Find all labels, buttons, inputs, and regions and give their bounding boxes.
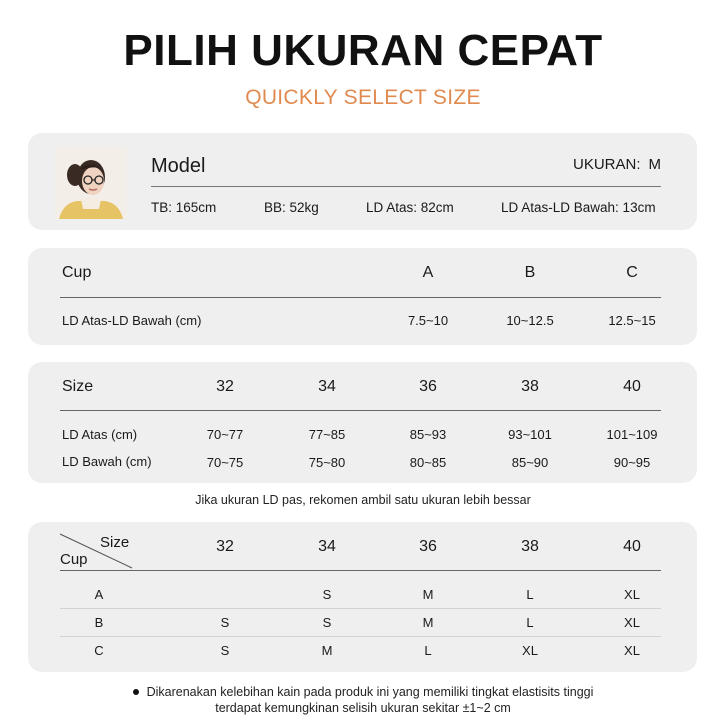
size-col-34: 34 bbox=[318, 378, 336, 395]
divider bbox=[60, 636, 661, 637]
rec-cell: S bbox=[220, 615, 230, 630]
cup-header: Cup bbox=[62, 264, 92, 281]
model-size-value: M bbox=[648, 156, 661, 173]
rec-cell: L bbox=[424, 643, 432, 658]
size-col-38: 38 bbox=[521, 378, 539, 395]
divider bbox=[60, 297, 661, 298]
footnote bbox=[0, 684, 726, 716]
size-cell: 85~90 bbox=[511, 455, 549, 470]
size-table bbox=[28, 362, 697, 483]
divider bbox=[60, 570, 661, 571]
corner-size-label: Size bbox=[100, 534, 130, 551]
size-cell: 70~77 bbox=[206, 427, 244, 442]
cup-value-a: 7.5~10 bbox=[407, 313, 449, 328]
cup-value-c: 12.5~15 bbox=[608, 313, 656, 328]
rec-col-36: 36 bbox=[419, 538, 437, 555]
cup-value-b: 10~12.5 bbox=[506, 313, 554, 328]
footnote-line-2: terdapat kemungkinan selisih ukuran sekitar ±1~2 cm bbox=[215, 701, 511, 715]
cup-col-c: C bbox=[626, 264, 638, 281]
rec-row-label: C bbox=[94, 643, 104, 658]
cup-table bbox=[28, 248, 697, 345]
footnote-line-1 bbox=[0, 684, 726, 700]
size-col-36: 36 bbox=[419, 378, 437, 395]
model-bust: LD Atas: 82cm bbox=[366, 200, 454, 215]
model-bust-diff: LD Atas-LD Bawah: 13cm bbox=[501, 200, 656, 215]
rec-cell: M bbox=[422, 615, 434, 630]
model-size bbox=[573, 156, 661, 173]
rec-row-label: A bbox=[94, 587, 104, 602]
model-height: TB: 165cm bbox=[151, 200, 217, 215]
footnote-text-1: Dikarenakan kelebihan kain pada produk ini yang memiliki tingkat elastisits tinggi bbox=[146, 685, 594, 699]
cup-col-a: A bbox=[422, 264, 434, 281]
model-photo bbox=[55, 147, 127, 219]
cup-row-label: LD Atas-LD Bawah (cm) bbox=[62, 313, 202, 328]
cup-col-b: B bbox=[524, 264, 536, 281]
size-header: Size bbox=[62, 378, 94, 395]
bullet-icon bbox=[133, 689, 139, 695]
size-cell: 101~109 bbox=[606, 427, 658, 442]
model-weight: BB: 52kg bbox=[264, 200, 319, 215]
rec-cell: XL bbox=[624, 615, 640, 630]
rec-cell: L bbox=[526, 587, 534, 602]
size-cell: 75~80 bbox=[308, 455, 346, 470]
model-size-label: UKURAN: bbox=[572, 156, 641, 173]
recommendation-table bbox=[28, 522, 697, 672]
rec-row-label: B bbox=[94, 615, 104, 630]
rec-col-32: 32 bbox=[216, 538, 234, 555]
rec-cell: S bbox=[220, 643, 230, 658]
model-label: Model bbox=[151, 155, 206, 177]
size-col-32: 32 bbox=[216, 378, 234, 395]
rec-col-34: 34 bbox=[318, 538, 336, 555]
size-cell: 85~93 bbox=[409, 427, 447, 442]
size-row-label: LD Atas (cm) bbox=[62, 427, 138, 442]
model-card bbox=[28, 133, 697, 230]
divider bbox=[60, 608, 661, 609]
size-cell: 90~95 bbox=[613, 455, 651, 470]
rec-cell: S bbox=[322, 587, 332, 602]
divider bbox=[151, 186, 661, 187]
divider bbox=[60, 410, 661, 411]
rec-col-40: 40 bbox=[623, 538, 641, 555]
rec-cell: S bbox=[322, 615, 332, 630]
rec-cell: XL bbox=[522, 643, 538, 658]
size-row-label: LD Bawah (cm) bbox=[62, 454, 152, 469]
size-cell: 93~101 bbox=[508, 427, 552, 442]
corner-cup-label: Cup bbox=[60, 551, 88, 568]
page-subtitle: QUICKLY SELECT SIZE bbox=[245, 86, 481, 109]
page-title: PILIH UKURAN CEPAT bbox=[123, 26, 603, 75]
size-col-40: 40 bbox=[623, 378, 641, 395]
rec-cell: XL bbox=[624, 643, 640, 658]
size-cell: 80~85 bbox=[409, 455, 447, 470]
rec-cell: M bbox=[422, 587, 434, 602]
recommendation-note: Jika ukuran LD pas, rekomen ambil satu ukuran lebih bessar bbox=[195, 493, 531, 507]
rec-cell: XL bbox=[624, 587, 640, 602]
rec-cell: L bbox=[526, 615, 534, 630]
size-cell: 70~75 bbox=[206, 455, 244, 470]
rec-cell: M bbox=[321, 643, 333, 658]
size-cell: 77~85 bbox=[308, 427, 346, 442]
rec-col-38: 38 bbox=[521, 538, 539, 555]
